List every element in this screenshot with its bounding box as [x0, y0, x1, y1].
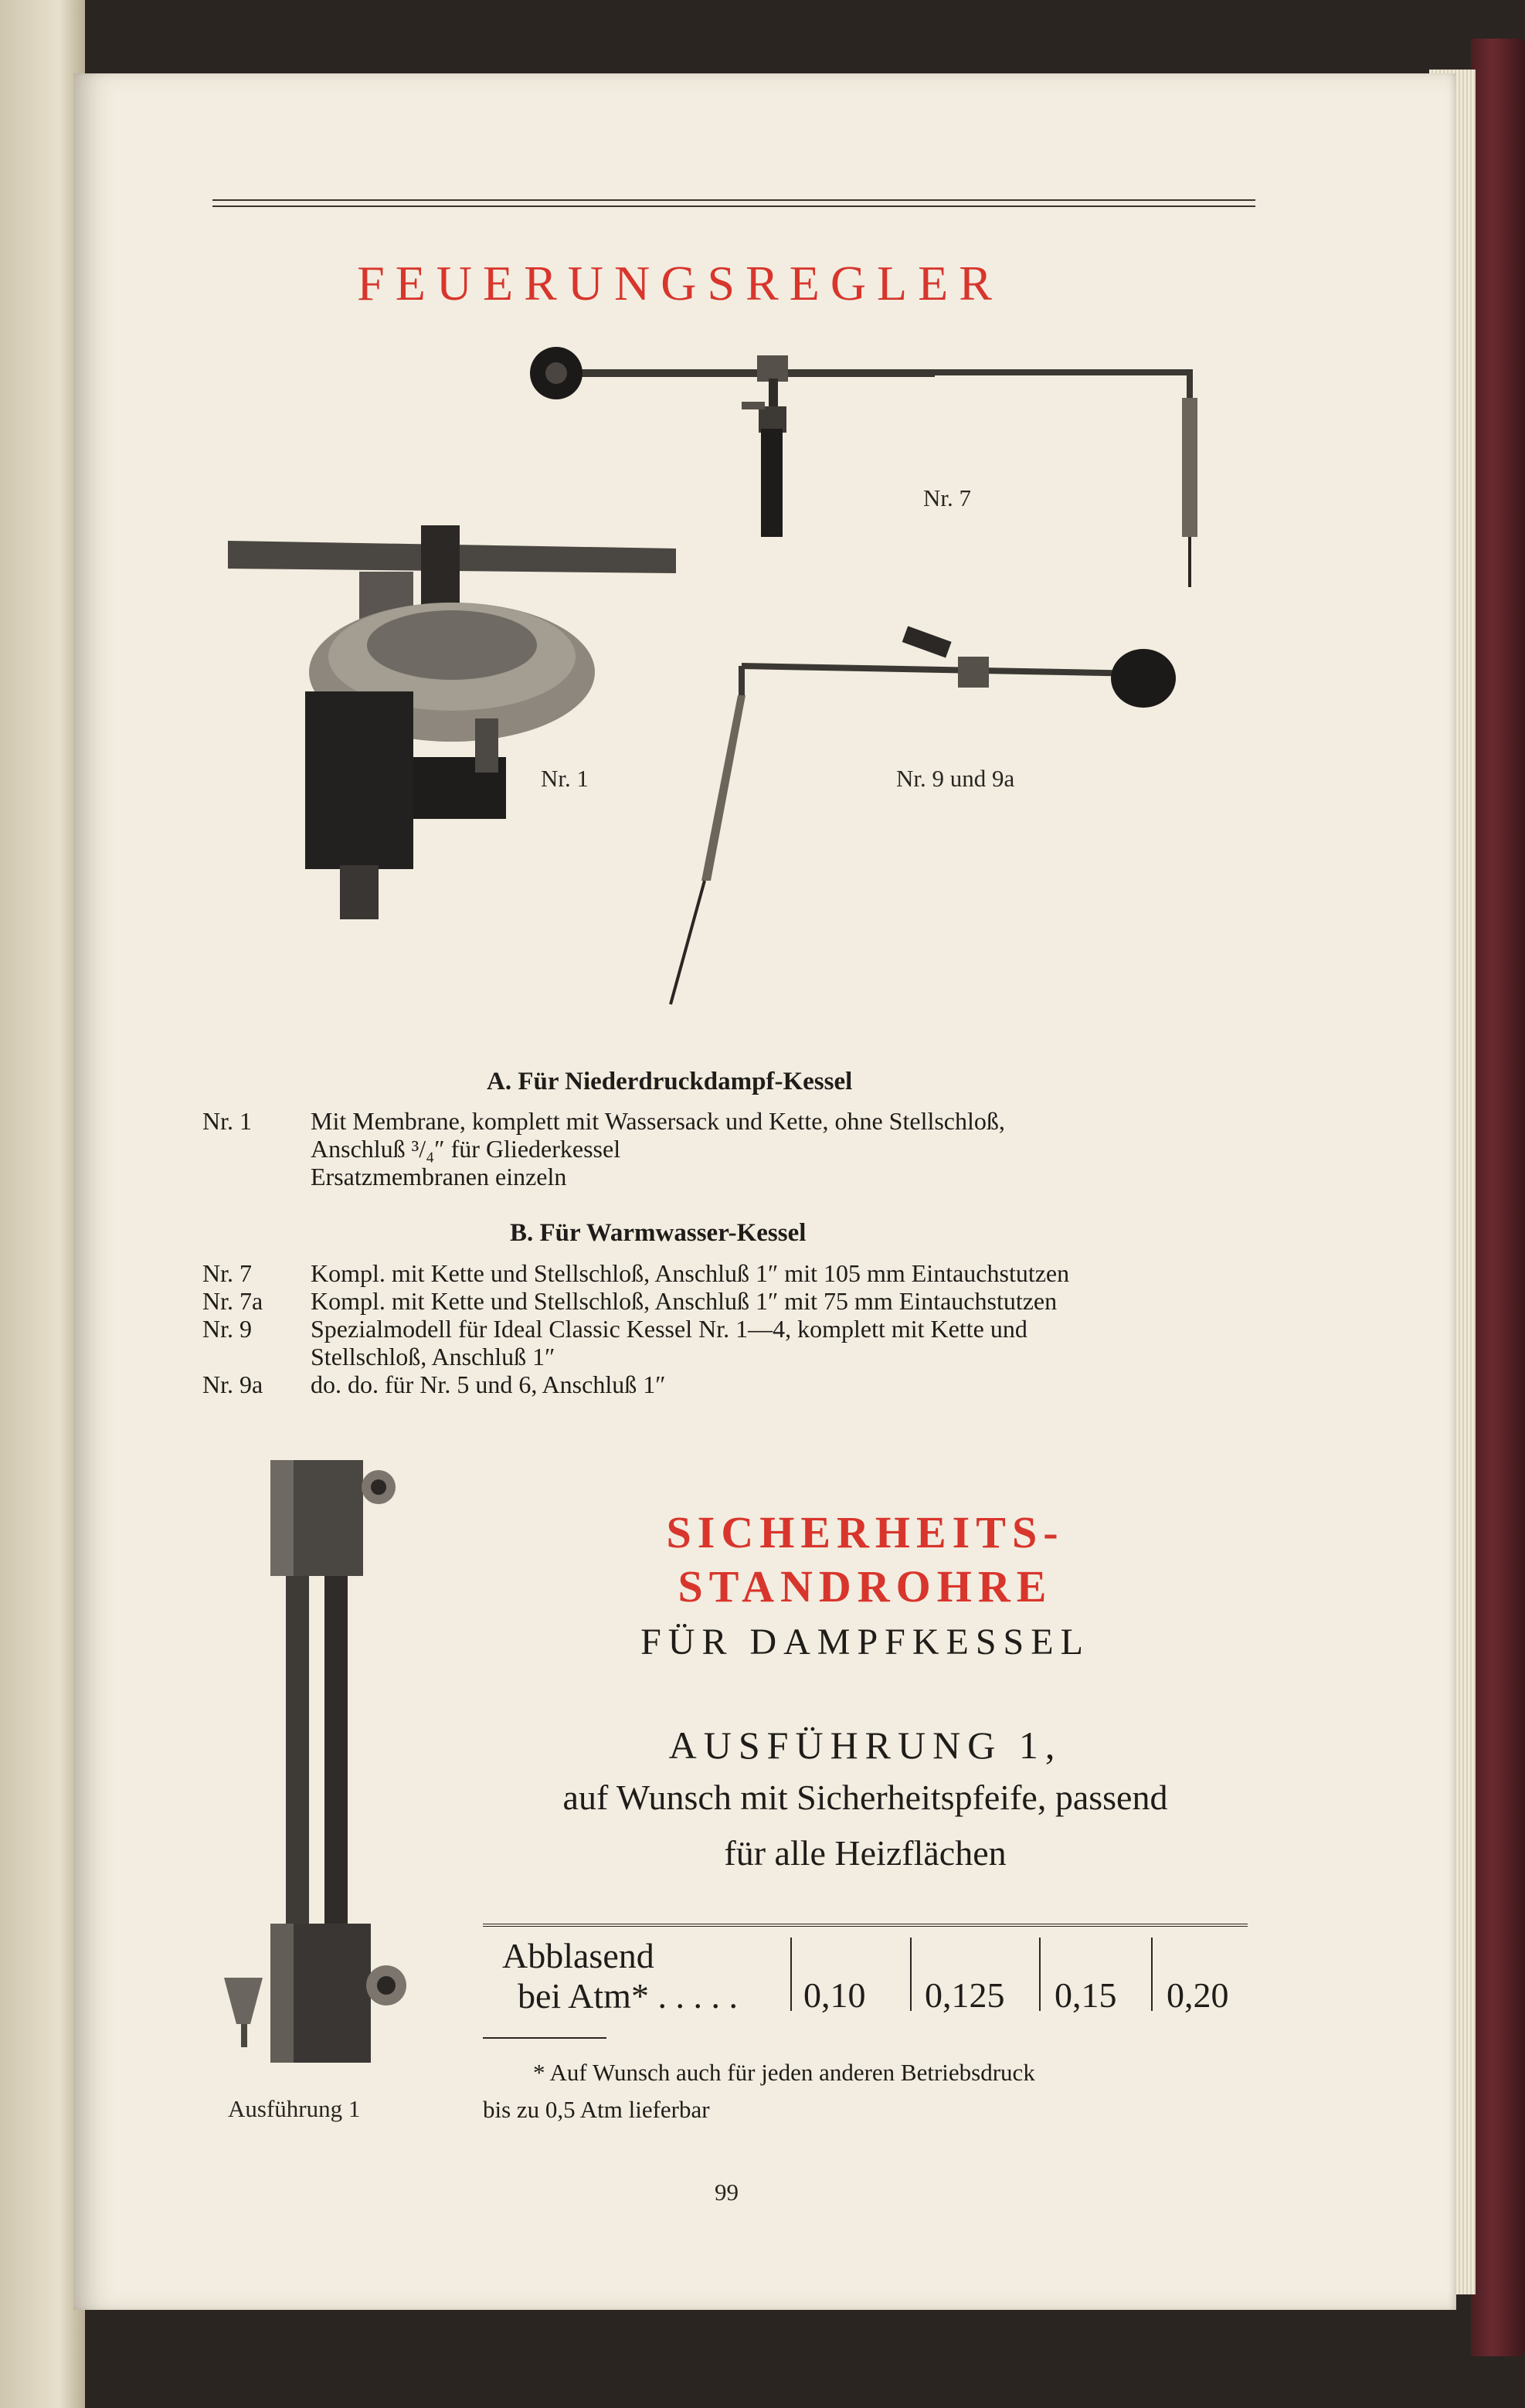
table-value: 0,20: [1167, 1975, 1229, 2015]
table-value: 0,10: [803, 1975, 866, 2015]
page-title: FEUERUNGSREGLER: [357, 256, 1003, 311]
header-rule: [212, 199, 1255, 207]
table-divider: [910, 1938, 912, 2011]
regulator-nr9-illustration: [664, 626, 1205, 1012]
standrohre-subtitle: FÜR DAMPFKESSEL: [640, 1622, 1090, 1663]
row-text-line: Kompl. mit Kette und Stellschloß, Anschluß 1″ mit 75 mm Eintauchstutzen: [311, 1287, 1058, 1315]
row-number: Nr. 9: [202, 1315, 252, 1343]
table-label-line2: bei Atm* . . . . .: [518, 1976, 738, 2016]
footnote-line: bis zu 0,5 Atm lieferbar: [483, 2096, 710, 2123]
regulator-nr1-illustration: [228, 525, 630, 927]
table-divider: [1039, 1938, 1041, 2011]
row-text-line: Spezialmodell für Ideal Classic Kessel Nr. 1—4, komplett mit Kette und: [311, 1315, 1027, 1343]
ausfuehrung-desc-line: auf Wunsch mit Sicherheitspfeife, passend: [562, 1778, 1168, 1817]
pressure-table: [483, 1924, 1248, 2019]
row-number: Nr. 7: [202, 1259, 252, 1287]
row-text-line: Stellschloß, Anschluß 1″: [311, 1343, 555, 1370]
book-cover-edge: [1471, 39, 1525, 2356]
caption-nr1: Nr. 1: [541, 765, 589, 792]
row-number: Nr. 7a: [202, 1287, 263, 1315]
table-label: [502, 1936, 738, 2016]
row-text-line: Ersatzmembranen einzeln: [311, 1163, 567, 1190]
page-number: 99: [715, 2179, 739, 2206]
ausfuehrung-desc-line: für alle Heizflächen: [724, 1833, 1007, 1873]
table-value: 0,15: [1055, 1975, 1117, 2015]
table-divider: [1151, 1938, 1153, 2011]
table-divider: [790, 1938, 792, 2011]
standrohre-title-line1: SICHERHEITS-: [666, 1507, 1065, 1557]
caption-ausfuehrung: Ausführung 1: [228, 2095, 361, 2122]
row-text-line: Anschluß ³/₄″ für Gliederkessel: [311, 1135, 621, 1163]
standrohre-title-line2: STANDROHRE: [678, 1561, 1053, 1612]
caption-nr7: Nr. 7: [923, 484, 971, 511]
table-label-line1: Abblasend: [502, 1936, 654, 1975]
table-value: 0,125: [925, 1975, 1005, 2015]
footnote-line: * Auf Wunsch auch für jeden anderen Betriebsdruck: [533, 2059, 1035, 2086]
caption-nr9: Nr. 9 und 9a: [896, 765, 1015, 792]
section-b-heading: B. Für Warmwasser-Kessel: [510, 1219, 807, 1247]
section-a-heading: A. Für Niederdruckdampf-Kessel: [487, 1068, 853, 1095]
row-number: Nr. 1: [202, 1107, 252, 1135]
left-page-edge: [0, 0, 85, 2408]
ausfuehrung-heading: AUSFÜHRUNG 1,: [668, 1724, 1062, 1767]
standrohr-illustration: [224, 1452, 425, 2070]
row-text-line: Mit Membrane, komplett mit Wassersack und Kette, ohne Stellschloß,: [311, 1107, 1005, 1135]
row-text-line: do. do. für Nr. 5 und 6, Anschluß 1″: [311, 1370, 666, 1398]
row-number: Nr. 9a: [202, 1370, 263, 1398]
row-text-line: Kompl. mit Kette und Stellschloß, Anschluß 1″ mit 105 mm Eintauchstutzen: [311, 1259, 1070, 1287]
footnote-rule: [483, 2037, 606, 2039]
